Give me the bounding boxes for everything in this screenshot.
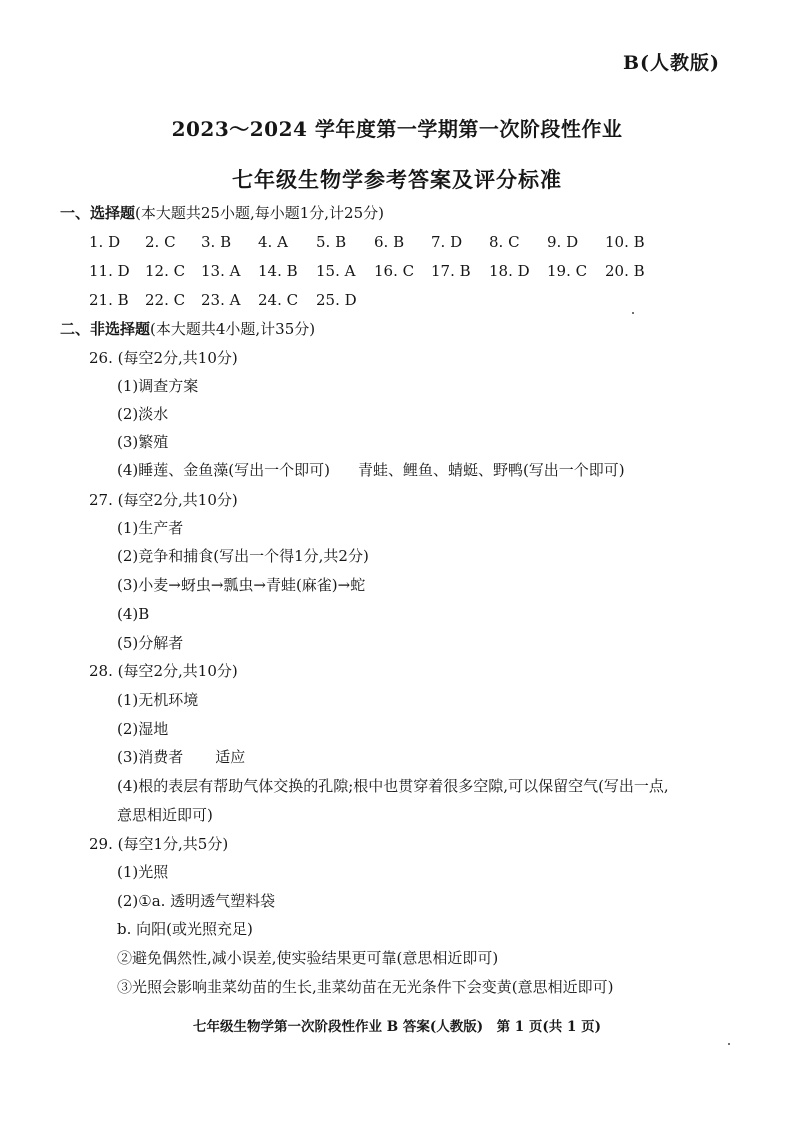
q26-answer-4-part-2: 青蛙、鲤鱼、蜻蜓、野鸭(写出一个即可) <box>357 461 625 479</box>
section-2-note: (本大题共4小题,计35分) <box>150 320 316 338</box>
mc-answer: 14. B <box>258 262 298 280</box>
mc-answer: 13. A <box>201 262 241 280</box>
mc-answer: 25. D <box>316 291 357 309</box>
mc-answer: 6. B <box>374 233 405 251</box>
mc-answer: 18. D <box>489 262 530 280</box>
section-1-note: (本大题共25小题,每小题1分,计25分) <box>135 204 384 222</box>
scan-speck <box>728 1043 730 1045</box>
question-28-header: 28. (每空2分,共10分) <box>89 662 238 680</box>
mc-answer: 20. B <box>605 262 645 280</box>
question-27-header: 27. (每空2分,共10分) <box>89 491 238 509</box>
mc-answer: 11. D <box>89 262 130 280</box>
mc-answer: 23. A <box>201 291 241 309</box>
q29-answer-2d: ③光照会影响韭菜幼苗的生长,韭菜幼苗在无光条件下会变黄(意思相近即可) <box>117 978 614 996</box>
q28-answer-3-part-2: 适应 <box>215 748 246 766</box>
q27-answer-4: (4)B <box>117 605 150 623</box>
q28-answer-3-part-1: (3)消费者 <box>117 748 184 766</box>
mc-answer: 8. C <box>489 233 520 251</box>
q27-answer-3: (3)小麦→蚜虫→瓢虫→青蛙(麻雀)→蛇 <box>117 576 366 594</box>
q29-answer-2b: b. 向阳(或光照充足) <box>117 920 253 938</box>
edition-label: B(人教版) <box>622 52 720 74</box>
q28-answer-4-line-1: (4)根的表层有帮助气体交换的孔隙;根中也贯穿着很多空隙,可以保留空气(写出一点, <box>117 777 669 795</box>
mc-answer: 19. C <box>547 262 588 280</box>
section-2-heading <box>60 320 315 338</box>
mc-answer: 21. B <box>89 291 129 309</box>
mc-answer: 12. C <box>145 262 186 280</box>
mc-answer: 2. C <box>145 233 176 251</box>
section-1-heading <box>60 204 384 222</box>
q26-answer-3: (3)繁殖 <box>117 433 169 451</box>
q27-answer-5: (5)分解者 <box>117 634 184 652</box>
mc-answer: 7. D <box>431 233 463 251</box>
mc-answer: 9. D <box>547 233 579 251</box>
mc-answer: 1. D <box>89 233 121 251</box>
q26-answer-2: (2)淡水 <box>117 405 169 423</box>
q28-answer-2: (2)湿地 <box>117 720 169 738</box>
section-1-title: 一、选择题 <box>60 204 136 222</box>
q26-answer-4 <box>117 461 625 479</box>
mc-answer: 10. B <box>605 233 645 251</box>
mc-answer: 3. B <box>201 233 232 251</box>
page-title: 2023～2024 学年度第一学期第一次阶段性作业 <box>171 117 623 141</box>
q29-answer-1: (1)光照 <box>117 863 169 881</box>
q28-answer-1: (1)无机环境 <box>117 691 199 709</box>
q27-answer-2: (2)竞争和捕食(写出一个得1分,共2分) <box>117 547 369 565</box>
mc-answer: 5. B <box>316 233 347 251</box>
section-2-title: 二、非选择题 <box>60 320 151 338</box>
q26-answer-4-part-1: (4)睡莲、金鱼藻(写出一个即可) <box>117 461 330 479</box>
mc-answer: 17. B <box>431 262 471 280</box>
mc-answer: 22. C <box>145 291 186 309</box>
mc-answer: 15. A <box>316 262 356 280</box>
scan-speck <box>632 312 634 314</box>
mc-answer: 24. C <box>258 291 299 309</box>
page-subtitle: 七年级生物学参考答案及评分标准 <box>232 167 562 192</box>
q29-answer-2a: (2)①a. 透明透气塑料袋 <box>117 892 276 910</box>
q28-answer-3 <box>117 748 245 766</box>
q28-answer-4-line-2: 意思相近即可) <box>117 806 213 824</box>
mc-answer: 16. C <box>374 262 415 280</box>
q29-answer-2c: ②避免偶然性,减小误差,使实验结果更可靠(意思相近即可) <box>117 949 499 967</box>
question-26-header: 26. (每空2分,共10分) <box>89 349 238 367</box>
page-footer: 七年级生物学第一次阶段性作业 B 答案(人教版) 第 1 页(共 1 页) <box>193 1019 601 1035</box>
q27-answer-1: (1)生产者 <box>117 519 184 537</box>
mc-answer: 4. A <box>258 233 288 251</box>
q26-answer-1: (1)调查方案 <box>117 377 199 395</box>
question-29-header: 29. (每空1分,共5分) <box>89 835 229 853</box>
